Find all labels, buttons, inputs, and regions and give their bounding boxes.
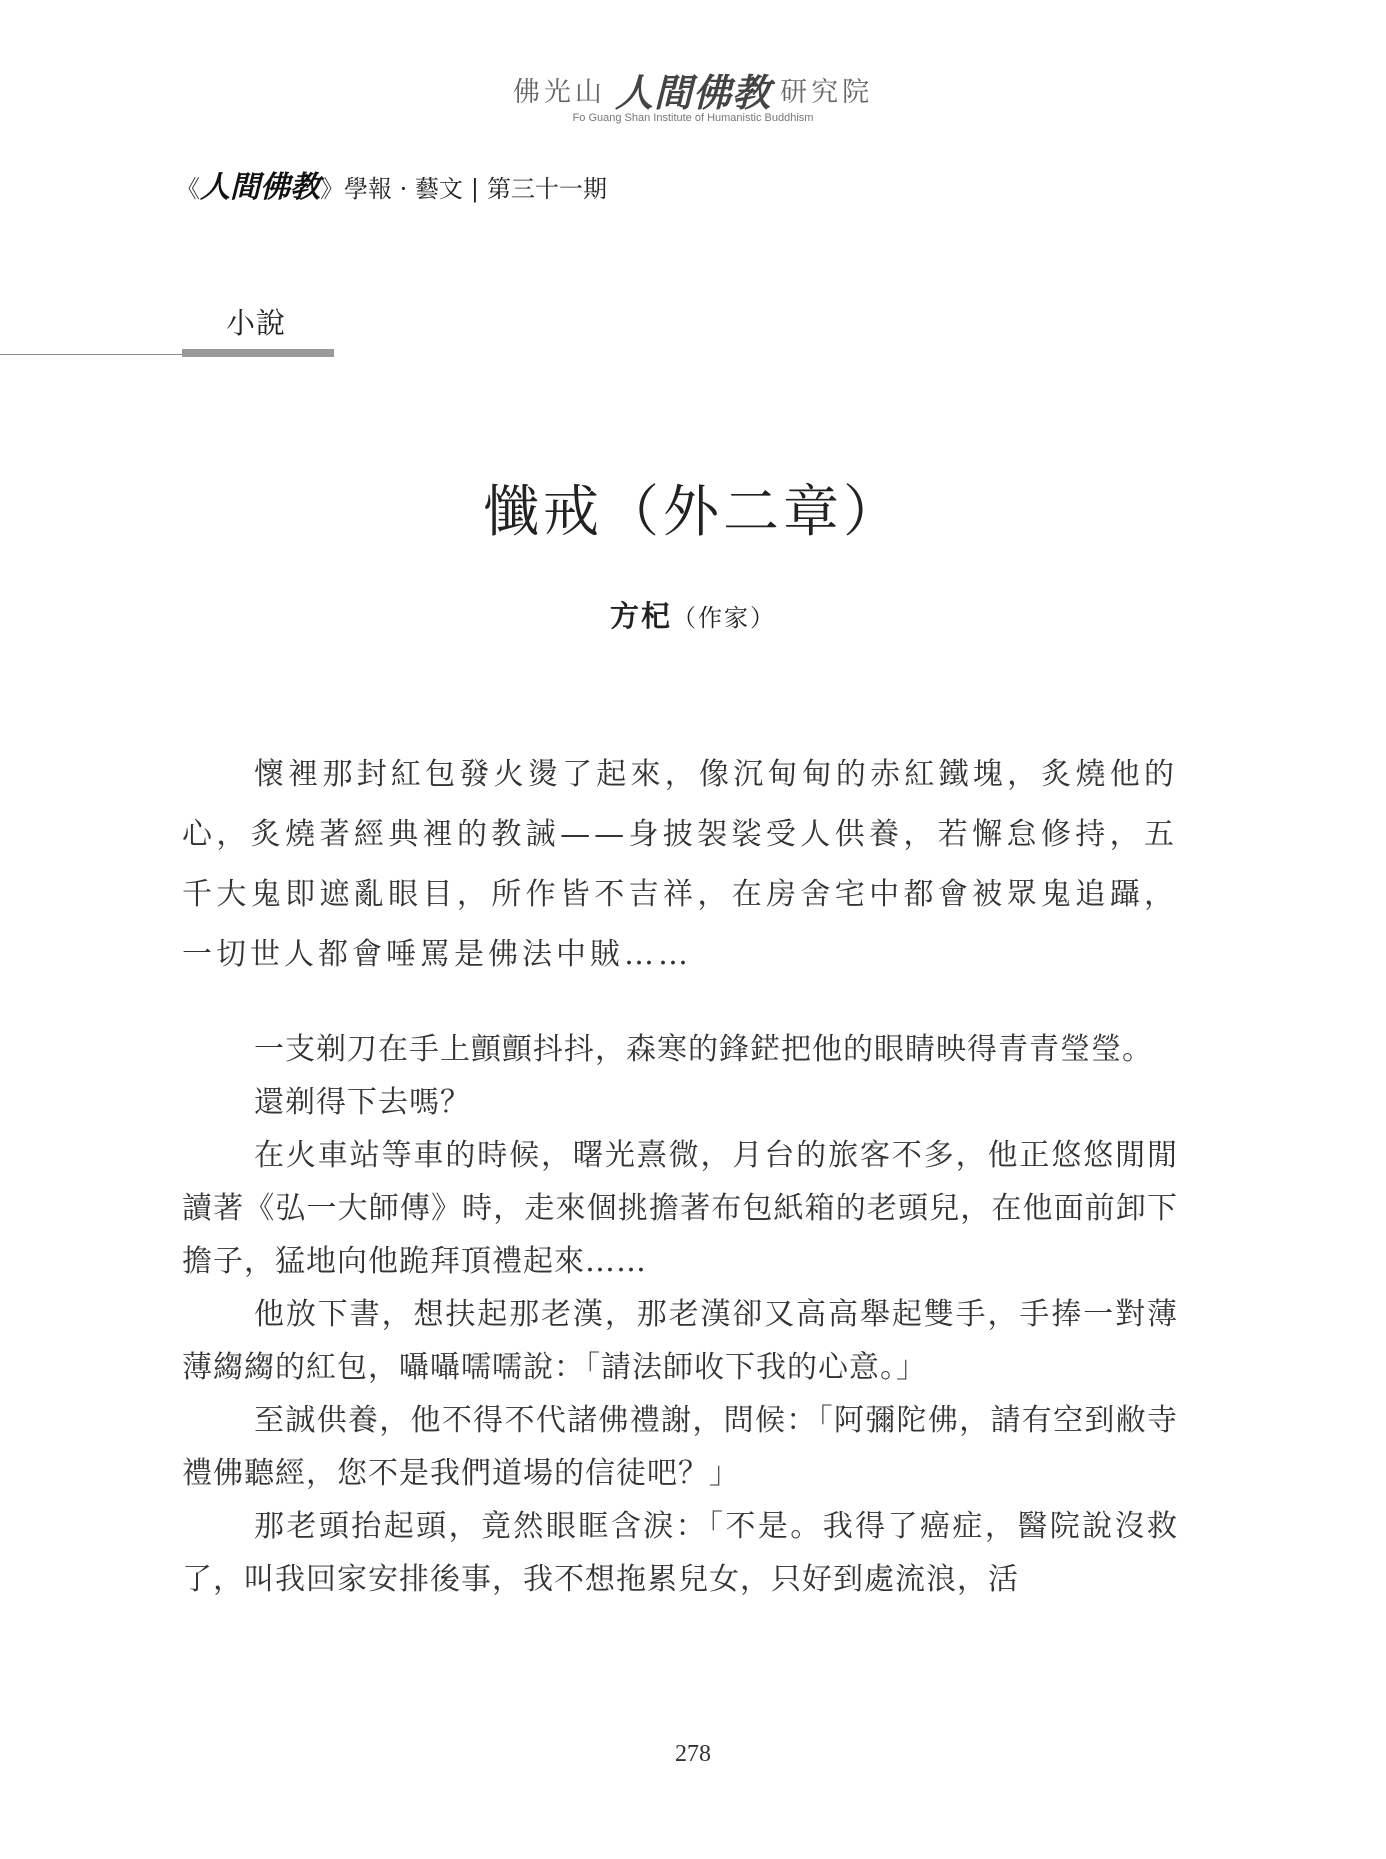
brand-prefix: 佛光山 — [512, 77, 606, 108]
paragraph: 他放下書，想扶起那老漢，那老漢卻又高高舉起雙手，手捧一對薄薄縐縐的紅包，囁囁嚅嚅說：「請法師收下我的心意。」 — [182, 1297, 1178, 1385]
paragraph: 至誠供養，他不得不代諸佛禮謝，問候：「阿彌陀佛，請有空到敝寺禮佛聽經，您不是我們道場的信徒吧？」 — [182, 1403, 1178, 1491]
body-part-1 — [182, 745, 1178, 985]
close-bracket: 》 — [320, 175, 344, 203]
journal-rest: 學報 · 藝文 — [344, 175, 463, 203]
paragraph: 一支剃刀在手上顫顫抖抖，森寒的鋒鋩把他的眼睛映得青青瑩瑩。 — [254, 1032, 1153, 1067]
running-header — [176, 162, 607, 206]
paragraph: 在火車站等車的時候，曙光熹微，月台的旅客不多，他正悠悠閒閒讀著《弘一大師傳》時，走來個挑擔著布包紙箱的老頭兒，在他面前卸下擔子，猛地向他跪拜頂禮起來…… — [182, 1138, 1178, 1279]
body-part-2 — [182, 1023, 1178, 1606]
brand-english: Fo Guang Shan Institute of Humanistic Buddhism — [572, 112, 814, 124]
brand-script: 人間佛教 — [614, 70, 771, 115]
author-role: （作家） — [672, 604, 776, 632]
journal-script: 人間佛教 — [200, 170, 320, 205]
issue-number: 第三十一期 — [486, 175, 607, 203]
paragraph: 還剃得下去嗎？ — [254, 1085, 471, 1120]
open-bracket: 《 — [176, 175, 200, 203]
page-number: 278 — [675, 1741, 711, 1767]
section-rule-accent — [182, 349, 334, 357]
institute-logo — [0, 62, 1386, 117]
header-separator: | — [470, 175, 479, 203]
article-title: 懺戒（外二章） — [483, 480, 903, 545]
brand-suffix: 研究院 — [780, 77, 874, 108]
section-label: 小說 — [226, 306, 287, 340]
paragraph: 懷裡那封紅包發火燙了起來，像沉甸甸的赤紅鐵塊，炙燒他的心，炙燒著經典裡的教誡——身披袈裟受人供養，若懈怠修持，五千大鬼即遮亂眼目，所作皆不吉祥，在房舍宅中都會被眾鬼追躡，一切世人都會唾罵是佛法中賊…… — [182, 757, 1178, 972]
author-line — [0, 594, 1386, 635]
paragraph: 那老頭抬起頭，竟然眼眶含淚：「不是。我得了癌症，醫院說沒救了，叫我回家安排後事，我不想拖累兒女，只好到處流浪，活 — [182, 1509, 1178, 1597]
author-name: 方杞 — [609, 599, 672, 633]
